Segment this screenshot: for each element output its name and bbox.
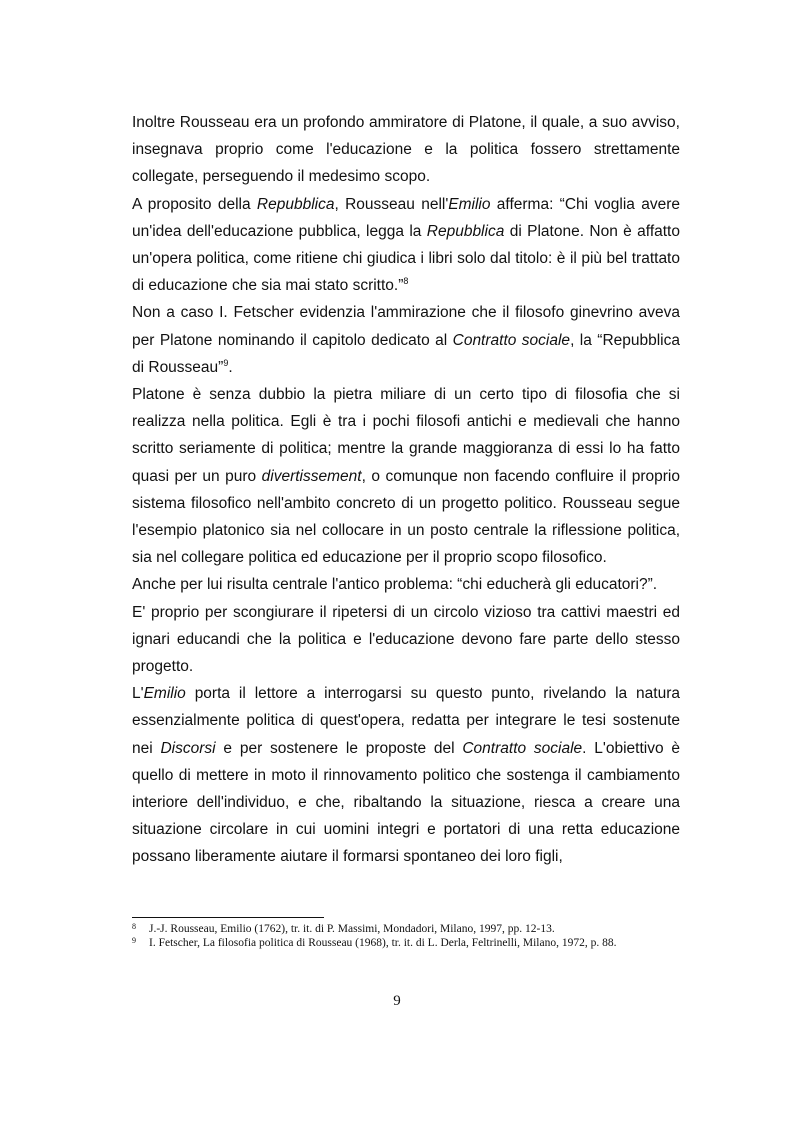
title-repubblica: Repubblica xyxy=(426,222,505,240)
footnote-separator xyxy=(132,917,324,918)
footnotes xyxy=(132,923,680,950)
paragraph-4: Platone è senza dubbio la pietra miliare di un certo tipo di filosofia che si realizza nella politica. Egli è tra i pochi filosofi antichi e medievali che hanno scritto seriamente di politica; mentre la grande maggioranza di essi lo ha fatto quasi per un puro divertissement, o comunque non facendo confluire il proprio sistema filosofico nell'ambito concreto di un progetto politico. Rousseau segue l'esempio platonico sia nel collocare in un posto centrale la riflessione politica, sia nel collegare politica ed educazione per il proprio scopo filosofico. xyxy=(132,386,680,567)
footnote-9 xyxy=(132,937,680,951)
page-number: 9 xyxy=(393,993,401,1009)
title-discorsi: Discorsi xyxy=(160,739,216,757)
term-divertissement: divertissement xyxy=(261,467,362,485)
footnote-ref-9[interactable]: 9 xyxy=(223,357,229,368)
paragraph-5: Anche per lui risulta centrale l'antico problema: “chi educherà gli educatori?”. xyxy=(132,576,658,594)
paragraph-1: Inoltre Rousseau era un profondo ammiratore di Platone, il quale, a suo avviso, insegnava proprio come l'educazione e la politica fossero strettamente collegate, perseguendo il medesimo scopo. xyxy=(132,114,680,186)
paragraph-3: Non a caso I. Fetscher evidenzia l'ammirazione che il filosofo ginevrino aveva per Platone nominando il capitolo dedicato al Contratto sociale, la “Repubblica di Rousseau”$^9$. xyxy=(132,304,680,376)
footnote-text: I. Fetscher, La filosofia politica di Rousseau (1968), tr. it. di L. Derla, Feltrinelli, Milano, 1972, p. 88. xyxy=(149,936,617,949)
footnote-number: 9 xyxy=(132,935,136,945)
footnote-8 xyxy=(132,923,680,937)
body-text xyxy=(132,109,680,871)
title-contratto-sociale: Contratto sociale xyxy=(462,739,583,757)
title-emilio: Emilio xyxy=(448,195,491,213)
title-repubblica: Repubblica xyxy=(256,195,335,213)
paragraph-7: L'Emilio porta il lettore a interrogarsi su questo punto, rivelando la natura essenzialmente politica di quest'opera, redatta per integrare le tesi sostenute nei Discorsi e per sostenere le proposte del Contratto sociale. L'obiettivo è quello di mettere in moto il rinnovamento politico che sostenga il cambiamento interiore dell'individuo, e che, ribaltando la situazione, riesca a creare una situazione circolare in cui uomini integri e portatori di una retta educazione possano liberamente aiutare il formarsi spontaneo dei loro figli, xyxy=(132,685,681,866)
title-contratto-sociale: Contratto sociale xyxy=(452,331,571,349)
paragraph-2: A proposito della Repubblica, Rousseau nell'Emilio afferma: “Chi voglia avere un'idea dell'educazione pubblica, legga la Repubblica di Platone. Non è affatto un'opera politica, come ritiene chi giudica i libri solo dal titolo: è il più bel trattato di educazione che sia mai stato scritto.”$^8$ xyxy=(132,195,680,295)
footnote-ref-8[interactable]: 8 xyxy=(403,276,409,287)
footnote-text: J.-J. Rousseau, Emilio (1762), tr. it. di P. Massimi, Mondadori, Milano, 1997, pp. 12-13. xyxy=(149,923,555,935)
paragraph-6: E' proprio per scongiurare il ripetersi di un circolo vizioso tra cattivi maestri ed ignari educandi che la politica e l'educazione devono fare parte dello stesso progetto. xyxy=(132,603,680,676)
footnote-number: 8 xyxy=(132,922,136,931)
title-emilio: Emilio xyxy=(143,685,186,703)
